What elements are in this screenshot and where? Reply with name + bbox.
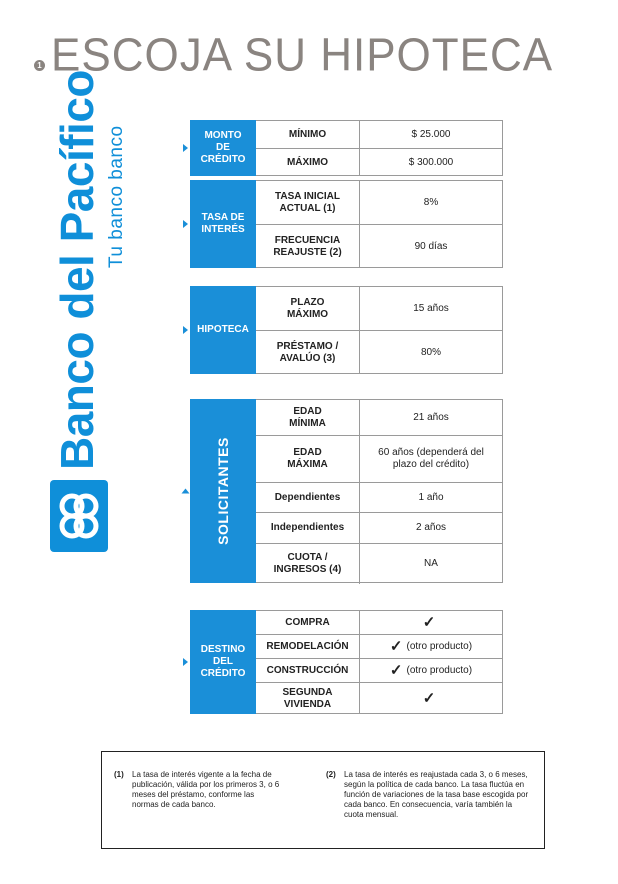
checkmark-icon: ✓ xyxy=(389,637,403,655)
table-row xyxy=(256,634,502,658)
group-head-monto: MONTO DE CRÉDITO xyxy=(190,120,256,176)
table-row xyxy=(256,512,502,543)
arrow-icon xyxy=(182,489,190,494)
row-value: $ 25.000 xyxy=(411,128,451,140)
footnote: (2) La tasa de interés es reajustada cada 3, o 6 meses, según la política de cada banco. La tasa fluctúa en función de variaciones de la tasa base escogida por cada banco. En consecuencia, varía también la cuota mensual. xyxy=(326,770,529,819)
row-label: CONSTRUCCIÓN xyxy=(256,659,360,682)
row-value: ✓ (otro producto) xyxy=(389,637,473,655)
table-row xyxy=(256,287,502,330)
table-row xyxy=(256,330,502,374)
row-label: Independientes xyxy=(256,513,360,543)
row-value: ✓ (otro producto) xyxy=(389,661,473,679)
brand-name: Banco del Pacífico xyxy=(51,69,103,470)
row-label: PLAZO MÁXIMO xyxy=(256,287,360,330)
row-value: 2 años xyxy=(415,522,447,533)
table-monto-credito xyxy=(190,120,503,176)
table-row xyxy=(256,611,502,634)
row-value: 60 años (dependerá del plazo del crédito) xyxy=(378,447,484,470)
arrow-icon xyxy=(183,658,188,666)
page-title: ESCOJA SU HIPOTECA xyxy=(51,29,554,82)
table-row xyxy=(256,181,502,224)
row-label: CUOTA / INGRESOS (4) xyxy=(256,544,360,584)
row-label: PRÉSTAMO / AVALÚO (3) xyxy=(256,331,360,374)
group-head-solicitantes: SOLICITANTES xyxy=(190,399,256,583)
row-value: 15 años xyxy=(413,302,449,314)
group-head-hipoteca: HIPOTECA xyxy=(190,286,256,374)
section-number-badge: 1 xyxy=(34,60,45,71)
checkmark-icon: ✓ xyxy=(422,613,436,631)
table-destino-credito xyxy=(190,610,503,714)
table-row xyxy=(256,543,502,584)
row-value: NA xyxy=(424,558,438,569)
table-row xyxy=(256,121,502,148)
arrow-icon xyxy=(183,144,188,152)
row-label: COMPRA xyxy=(256,611,360,634)
row-label: EDAD MÍNIMA xyxy=(256,400,360,435)
brand-logo-icon xyxy=(50,480,108,552)
row-label: FRECUENCIA REAJUSTE (2) xyxy=(256,225,360,268)
table-row xyxy=(256,148,502,176)
row-value xyxy=(360,683,502,714)
table-row xyxy=(256,400,502,435)
table-row xyxy=(256,435,502,482)
row-label: MÍNIMO xyxy=(256,121,360,148)
row-label: MÁXIMO xyxy=(256,149,360,176)
checkmark-icon: ✓ xyxy=(422,689,436,707)
footnotes-box xyxy=(101,751,545,849)
row-label: Dependientes xyxy=(256,483,360,512)
arrow-icon xyxy=(183,220,188,228)
table-row xyxy=(256,658,502,682)
row-value: 21 años xyxy=(413,411,449,423)
group-head-tasa: TASA DE INTERÉS xyxy=(190,180,256,268)
row-label: TASA INICIAL ACTUAL (1) xyxy=(256,181,360,224)
table-row xyxy=(256,682,502,714)
title-row xyxy=(34,26,553,86)
row-label: SEGUNDA VIVIENDA xyxy=(256,683,360,714)
brand-tagline: Tu banco banco xyxy=(106,125,127,268)
row-value: 90 días xyxy=(414,240,448,252)
row-value xyxy=(360,611,502,634)
row-value: 80% xyxy=(420,346,441,358)
checkmark-icon: ✓ xyxy=(389,661,403,679)
group-head-destino: DESTINO DEL CRÉDITO xyxy=(190,610,256,714)
row-label: REMODELACIÓN xyxy=(256,635,360,658)
table-solicitantes xyxy=(190,399,503,583)
row-label: EDAD MÁXIMA xyxy=(256,436,360,482)
arrow-icon xyxy=(183,326,188,334)
table-tasa-interes xyxy=(190,180,503,268)
row-value: 1 año xyxy=(418,491,444,503)
table-hipoteca xyxy=(190,286,503,374)
footnote: (1) La tasa de interés vigente a la fecha de publicación, válida por los primeros 3, o 6 meses del préstamo, conforme las normas de cada banco. xyxy=(114,770,280,809)
table-row xyxy=(256,224,502,268)
row-value: 8% xyxy=(423,196,439,208)
row-value: $ 300.000 xyxy=(408,156,454,168)
table-row xyxy=(256,482,502,512)
